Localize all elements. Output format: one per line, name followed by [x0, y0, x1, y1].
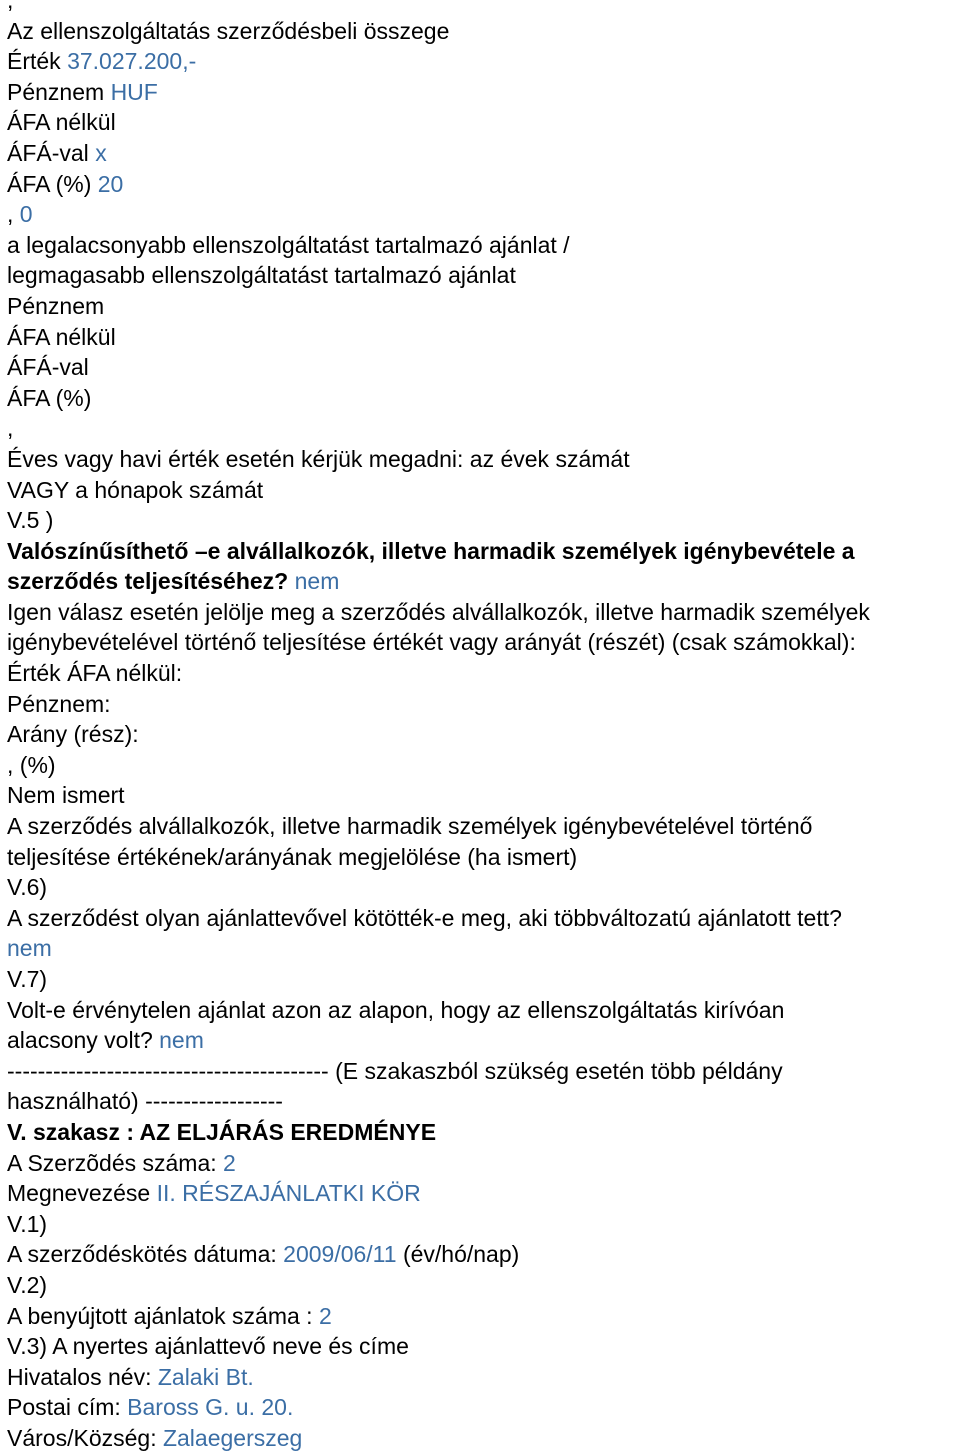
section-number: V.2)	[7, 1271, 48, 1298]
stray-comma-2	[7, 413, 960, 444]
date-format-hint: (év/hó/nap)	[396, 1241, 520, 1268]
label: A szerződéskötés dátuma:	[7, 1241, 284, 1268]
highest-offer-text	[7, 260, 960, 291]
postal-address-value: Baross G. u. 20.	[127, 1394, 294, 1421]
variant-offer-answer: nem	[7, 935, 52, 962]
question-text: Valószínűsíthető –e alvállalkozók, illetve harmadik személyek igénybevétele a	[7, 537, 855, 564]
vat-percent-row	[7, 169, 960, 200]
question-text: A szerződést olyan ajánlattevővel kötötték-e meg, aki többváltozatú ajánlatott tett?	[7, 904, 842, 931]
text: igénybevételével történő teljesítése értékét vagy arányát (részét) (csak számokkal):	[7, 629, 856, 656]
question-text: szerződés teljesítéséhez?	[7, 568, 295, 595]
subcontractor-question-end	[7, 566, 960, 597]
label: Érték ÁFA nélkül:	[7, 660, 183, 687]
contract-value: 37.027.200,-	[67, 48, 197, 75]
subcontractor-answer: nem	[294, 568, 340, 595]
currency-value: HUF	[110, 78, 158, 105]
winner-heading	[7, 1331, 960, 1362]
label: Pénznem	[7, 292, 105, 319]
section-v6-number	[7, 872, 960, 903]
subcontractor-question	[7, 536, 960, 567]
section-number: V.1)	[7, 1210, 48, 1237]
label: ÁFA (%)	[7, 384, 92, 411]
with-vat-label-2	[7, 352, 960, 383]
subcontractor-value-text	[7, 811, 960, 842]
section-v2-number	[7, 1270, 960, 1301]
vat-decimal-value: 0	[19, 201, 33, 228]
if-yes-instruction	[7, 597, 960, 628]
percent-label	[7, 750, 960, 781]
section-number: V.5 )	[7, 507, 54, 534]
label: Postai cím:	[7, 1394, 128, 1421]
label: ÁFÁ-val	[7, 354, 89, 381]
label: Hivatalos név:	[7, 1363, 158, 1390]
with-vat-row	[7, 138, 960, 169]
section-v5-number	[7, 505, 960, 536]
vat-percent-label-2	[7, 383, 960, 414]
text: Nem ismert	[7, 782, 125, 809]
value-row	[7, 46, 960, 77]
label: Arány (rész):	[7, 721, 139, 748]
currency-label-2	[7, 291, 960, 322]
official-name-row	[7, 1362, 960, 1393]
label: , (%)	[7, 751, 56, 778]
separator-text: használható) ------------------	[7, 1088, 283, 1115]
text: Éves vagy havi érték esetén kérjük megadni: az évek számát	[7, 445, 630, 472]
vat-decimal-row	[7, 199, 960, 230]
without-vat-row	[7, 107, 960, 138]
currency-label-3	[7, 689, 960, 720]
heading-text: Az ellenszolgáltatás szerződésbeli összege	[7, 17, 450, 44]
label: ÁFA nélkül	[7, 109, 116, 136]
ratio-label	[7, 719, 960, 750]
label: A Szerzõdés száma:	[7, 1149, 224, 1176]
without-vat-label-2	[7, 322, 960, 353]
separator-text: ------------------------------------------ (E szakaszból szükség esetén több példány	[7, 1057, 783, 1084]
text: a legalacsonyabb ellenszolgáltatást tartalmazó ajánlat /	[7, 231, 570, 258]
contract-amount-heading	[7, 16, 960, 47]
invalid-offer-question-end	[7, 1025, 960, 1056]
value-without-vat-label	[7, 658, 960, 689]
invalid-offer-question	[7, 995, 960, 1026]
label: ÁFA (%)	[7, 170, 98, 197]
offers-count-row	[7, 1301, 960, 1332]
label: ,	[7, 201, 20, 228]
name-value: II. RÉSZAJÁNLATKI KÖR	[156, 1180, 421, 1207]
section-number: V.7)	[7, 966, 48, 992]
with-vat-mark: x	[95, 139, 107, 166]
label: ÁFA nélkül	[7, 323, 116, 350]
official-name-value: Zalaki Bt.	[157, 1363, 254, 1390]
separator-line	[7, 1056, 960, 1087]
text: ,	[7, 0, 14, 13]
currency-row	[7, 77, 960, 108]
label: Pénznem	[7, 78, 111, 105]
section-title: V. szakasz : AZ ELJÁRÁS EREDMÉNYE	[7, 1118, 437, 1145]
contract-number-row	[7, 1148, 960, 1179]
label: Megnevezése	[7, 1180, 157, 1207]
contract-number-value: 2	[223, 1149, 236, 1176]
text: teljesítése értékének/arányának megjelölése (ha ismert)	[7, 843, 578, 870]
label: Város/Község:	[7, 1424, 163, 1451]
variant-offer-question	[7, 903, 960, 934]
section-number: V.6)	[7, 874, 48, 901]
postal-address-row	[7, 1392, 960, 1423]
subcontractor-value-text-2	[7, 842, 960, 873]
contract-date-value: 2009/06/11	[283, 1241, 397, 1268]
not-known-text	[7, 780, 960, 811]
annual-monthly-text	[7, 444, 960, 475]
variant-offer-answer-row	[7, 933, 960, 964]
section-v7-number	[7, 964, 960, 995]
section-v1-number	[7, 1209, 960, 1240]
label: A benyújtott ajánlatok száma :	[7, 1302, 319, 1329]
name-row	[7, 1178, 960, 1209]
label: ÁFÁ-val	[7, 139, 96, 166]
question-text: Volt-e érvénytelen ajánlat azon az alapon, hogy az ellenszolgáltatás kirívóan	[7, 996, 785, 1023]
heading-text: V.3) A nyertes ajánlattevő neve és címe	[7, 1333, 409, 1360]
contract-date-row	[7, 1239, 960, 1270]
invalid-offer-answer: nem	[159, 1027, 204, 1054]
text: ,	[7, 415, 14, 442]
text: VAGY a hónapok számát	[7, 476, 264, 503]
offers-count-value: 2	[318, 1302, 332, 1329]
text: Igen válasz esetén jelölje meg a szerződés alvállalkozók, illetve harmadik személyek	[7, 598, 870, 625]
text: legmagasabb ellenszolgáltatást tartalmazó ajánlat	[7, 262, 516, 289]
text: A szerződés alvállalkozók, illetve harmadik személyek igénybevételével történő	[7, 813, 813, 840]
section-v-title	[7, 1117, 960, 1148]
lowest-offer-text	[7, 230, 960, 261]
if-yes-instruction-2	[7, 627, 960, 658]
question-text: alacsony volt?	[7, 1027, 160, 1054]
months-text	[7, 475, 960, 506]
separator-line-2	[7, 1086, 960, 1117]
city-value: Zalaegerszeg	[162, 1424, 303, 1451]
vat-percent-value: 20	[97, 170, 124, 197]
label: Pénznem:	[7, 690, 111, 717]
city-row	[7, 1423, 960, 1454]
stray-comma	[7, 0, 960, 16]
label: Érték	[7, 48, 68, 75]
